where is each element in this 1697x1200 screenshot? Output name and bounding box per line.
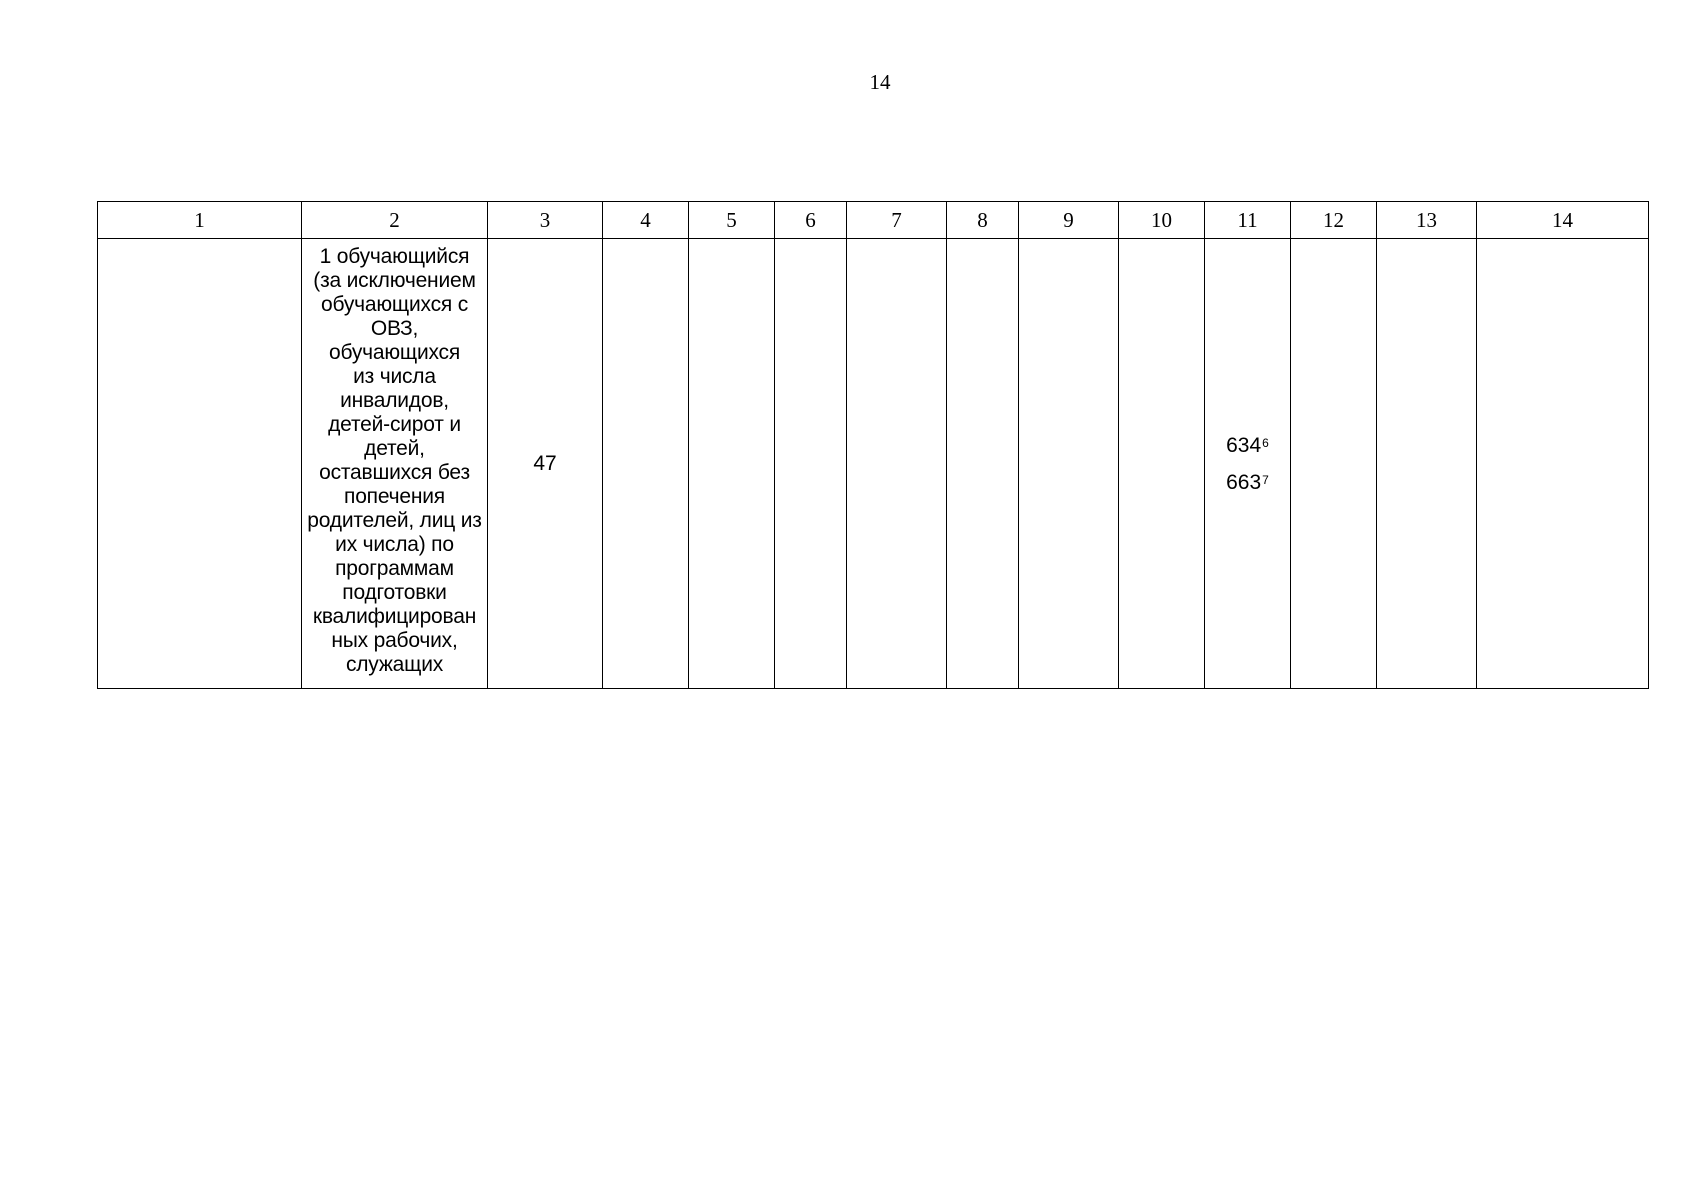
column-header: 9 <box>1019 202 1119 239</box>
page-number: 14 <box>869 70 891 94</box>
column-header: 2 <box>302 202 488 239</box>
table-cell-empty <box>1291 239 1377 689</box>
table-cell-empty <box>1477 239 1649 689</box>
table-cell-empty <box>1119 239 1205 689</box>
column-header: 8 <box>947 202 1019 239</box>
description-text: 1 обучающийся (за исключением обучающихся с ОВЗ, обучающихся из числа инвалидов, детей-сирот и детей, оставшихся без попечения родителей, лиц из их числа) по программам подготовки квалифицирован ных рабочих, служащих <box>307 245 482 676</box>
value-number: 634 <box>1226 433 1262 457</box>
table-cell-empty <box>689 239 775 689</box>
column-header: 12 <box>1291 202 1377 239</box>
column-header: 10 <box>1119 202 1205 239</box>
table-cell-empty <box>1019 239 1119 689</box>
data-table <box>97 201 1649 689</box>
footnote-marker: 6 <box>1262 435 1269 450</box>
column-header: 5 <box>689 202 775 239</box>
stacked-values <box>1226 427 1269 501</box>
table-cell-values <box>1205 239 1291 689</box>
column-header: 1 <box>98 202 302 239</box>
column-header: 11 <box>1205 202 1291 239</box>
table-cell-empty <box>947 239 1019 689</box>
table-cell-empty <box>1377 239 1477 689</box>
value-line <box>1226 427 1269 464</box>
table-cell-empty <box>775 239 847 689</box>
table-row <box>98 239 1649 689</box>
value-line <box>1226 464 1269 501</box>
table-cell-empty <box>847 239 947 689</box>
column-header: 6 <box>775 202 847 239</box>
column-header: 4 <box>603 202 689 239</box>
table-header-row <box>98 202 1649 239</box>
table-cell-empty <box>98 239 302 689</box>
column-header: 7 <box>847 202 947 239</box>
value-number: 663 <box>1226 470 1262 494</box>
column-header: 3 <box>488 202 603 239</box>
table-cell-value: 47 <box>488 239 603 689</box>
column-header: 14 <box>1477 202 1649 239</box>
table-cell-empty <box>603 239 689 689</box>
column-header: 13 <box>1377 202 1477 239</box>
footnote-marker: 7 <box>1262 472 1269 487</box>
table-cell-description <box>302 239 488 689</box>
